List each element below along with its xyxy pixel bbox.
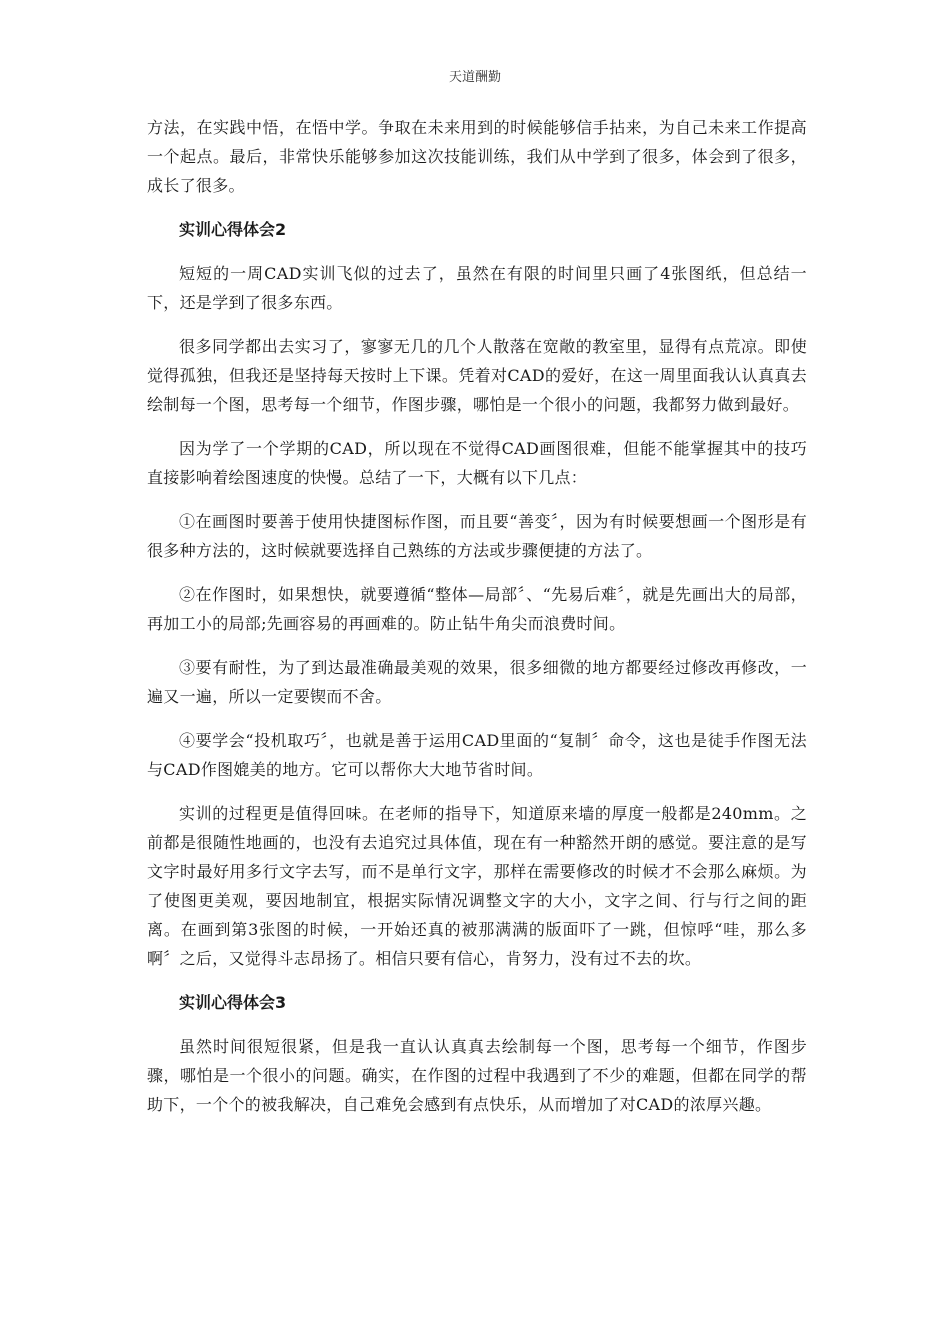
paragraph: 方法，在实践中悟，在悟中学。争取在未来用到的时候能够信手拈来，为自己未来工作提高一个起点。最后，非常快乐能够参加这次技能训练，我们从中学到了很多，体会到了很多，成长了很多。 [147,118,807,195]
page-header: 天道酬勤 [448,70,501,85]
list-paragraph: ①在画图时要善于使用快捷图标作图，而且要“善变〞，因为有时候要想画一个图形是有很多种方法的，这时候就要选择自己熟练的方法或步骤便捷的方法了。 [147,512,807,560]
paragraph: 因为学了一个学期的CAD，所以现在不觉得CAD画图很难，但能不能掌握其中的技巧直接影响着绘图速度的快慢。总结了一下，大概有以下几点： [147,439,807,487]
list-paragraph: ③要有耐性，为了到达最准确最美观的效果，很多细微的地方都要经过修改再修改，一遍又一遍，所以一定要锲而不舍。 [147,658,807,706]
section-heading: 实训心得体会2 [179,220,287,239]
section-heading: 实训心得体会3 [179,993,287,1012]
paragraph: 虽然时间很短很紧，但是我一直认认真真去绘制每一个图，思考每一个细节，作图步骤，哪怕是一个很小的问题。确实，在作图的过程中我遇到了不少的难题，但都在同学的帮助下，一个个的被我解决，自己难免会感到有点快乐，从而增加了对CAD的浓厚兴趣。 [147,1037,807,1114]
paragraph: 短短的一周CAD实训飞似的过去了，虽然在有限的时间里只画了4张图纸，但总结一下，还是学到了很多东西。 [147,264,807,312]
paragraph: 实训的过程更是值得回味。在老师的指导下，知道原来墙的厚度一般都是240mm。之前都是很随性地画的，也没有去追究过具体值，现在有一种豁然开朗的感觉。要注意的是写文字时最好用多行文字去写，而不是单行文字，那样在需要修改的时候才不会那么麻烦。为了使图更美观，要因地制宜，根据实际情况调整文字的大小，文字之间、行与行之间的距离。在画到第3张图的时候，一开始还真的被那满满的版面吓了一跳，但惊呼“哇，那么多啊〞之后，又觉得斗志昂扬了。相信只要有信心，肯努力，没有过不去的坎。 [147,804,807,968]
document-body [147,113,807,1134]
list-paragraph: ②在作图时，如果想快，就要遵循“整体—局部〞、“先易后难〞，就是先画出大的局部，再加工小的局部;先画容易的再画难的。防止钻牛角尖而浪费时间。 [147,585,807,633]
paragraph: 很多同学都出去实习了，寥寥无几的几个人散落在宽敞的教室里，显得有点荒凉。即使觉得孤独，但我还是坚持每天按时上下课。凭着对CAD的爱好，在这一周里面我认认真真去绘制每一个图，思考每一个细节，作图步骤，哪怕是一个很小的问题，我都努力做到最好。 [147,337,807,414]
list-paragraph: ④要学会“投机取巧〞，也就是善于运用CAD里面的“复制〞命令，这也是徒手作图无法与CAD作图媲美的地方。它可以帮你大大地节省时间。 [147,731,807,779]
